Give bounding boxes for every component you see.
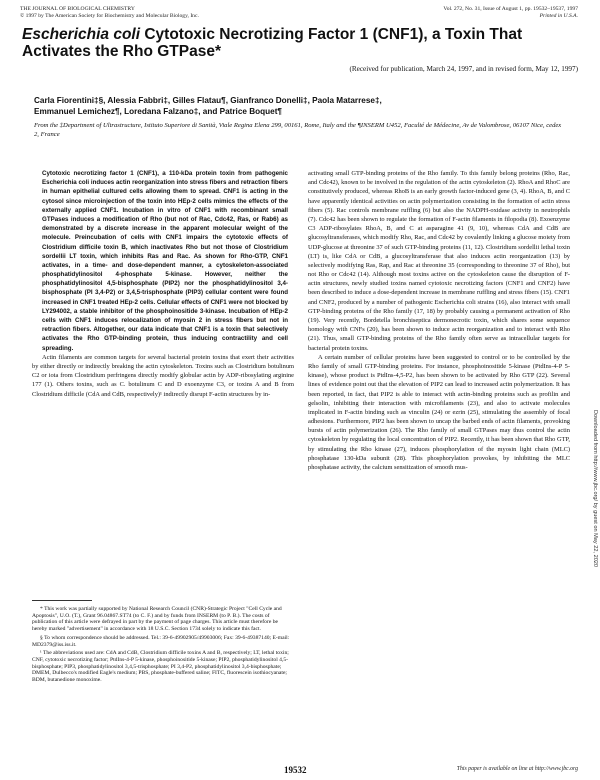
body-paragraph-1: activating small GTP-binding proteins of the Rho family. To this family belong proteins (Rho, Rac, and Cdc42), known to be involved in the regulation of the actin cytoskeleton (2). RhoA and RhoC are constitutively produced, whereas RhoB is an early growth factor-induced gene (3, 4). RhoA, B, and C have apparently identical activities on actin polymerization consisting in the formation of actin stress fibers (5). Rac controls membrane ruffling (6) but also the NADPH-oxidase activity in neutrophils (7). Cdc42 has been shown to regulate the formation of F-actin filaments in filopodia (8). Exoenzyme C3 ADP-ribosylates RhoA, B, and C at asparagine 41 (9, 10), whereas CdA and CdB are glucosyltransferases, which modify Rho, Rac, and Cdc42 by covalently linking a glucose moiety from UDP-glucose at threonine 37 of such GTP-binding proteins (11, 12). Clostridium sordellii lethal toxin (LT) is, like CdA or CdB, a glucosyltransferase that also induces actin reorganization (13) by selectively modifying Ras, Rap, and Rac at threonine 35 (corresponding to threonine 37 of Rho), but not Rho or Cdc42 (14). Although most toxins active on the cytoskeleton cause the disruption of F-actin structures, newly studied toxins named cytotoxic necrotizing factors (CNF1 and CNF2) have been described to induce a dose-dependent increase in membrane ruffling and stress fibers (15). CNF1 and CNF2, produced by a number of pathogenic Escherichia coli strains (16), also interact with small GTP-binding proteins of the Rho family (17, 18) by probably causing a permanent activation of Rho (19). Very recently, Bordetella bronchiseptica dermonecrotic toxin, which shares some sequence homology with CNFs (20), has been shown to induce actin reorganization and to interact with Rho (21). Thus, small GTP-binding proteins of the Rho family often serve as intracellular targets for bacterial protein toxins. xyxy=(308,170,570,352)
authors-line-2: Emmanuel Lemichez¶, Loredana Falzano‡, and Patrice Boquet¶ xyxy=(34,107,282,116)
download-note: Downloaded from http://www.jbc.org/ by guest on May 22, 2020 xyxy=(592,410,598,568)
abstract: Cytotoxic necrotizing factor 1 (CNF1), a 110-kDa protein toxin from pathogenic Escherichia coli induces actin reorganization into stress fibers and retraction fibers in human epithelial cultured cells allowing them to spread. CNF1 is acting in the cytosol since microinjection of the toxin into HEp-2 cells mimics the effects of the externally applied CNF1. Incubation in vitro of CNF1 with recombinant small GTPases induces a modification of Rho (but not of Rac, Cdc42, Ras, or Rab6) as demonstrated by a discrete increase in the apparent molecular weight of the molecule. Preincubation of cells with CNF1 impairs the cytotoxic effects of Clostridium difficile toxin B, which inactivates Rho but not those of Clostridium sordellii LT toxin, which inhibits Ras and Rac. As shown for Rho-GTP, CNF1 activates, in a time- and dose-dependent manner, a cytoskeleton-associated phosphatidylinositol 4-phosphate 5-kinase. However, neither the phosphatidylinositol 4,5-bisphosphate (PIP2) nor the phosphatidylinositol 3,4-bisphosphate (PI 3,4-P2) or 3,4,5-trisphosphate (PIP3) cellular content were found increased in CNF1 treated HEp-2 cells. Cellular effects of CNF1 were not blocked by LY294002, a stable inhibitor of the phosphoinositide 3-kinase. Incubation of HEp-2 cells with CNF1 induces relocalization of myosin 2 in stress fibers but not in retraction fibers. Altogether, our data indicate that CNF1 is a toxin that selectively activates the Rho GTP-binding protein, thus inducing contractility and cell spreading. xyxy=(42,170,288,352)
right-column xyxy=(308,169,570,472)
title-italic: Escherichia coli xyxy=(22,26,141,43)
authors-line-1: Carla Fiorentini‡§, Alessia Fabbri‡, Gilles Flatau¶, Gianfranco Donelli‡, Paola Matarrese‡, xyxy=(34,96,382,105)
intro-paragraph: Actin filaments are common targets for several bacterial protein toxins that exert their activities by either directly or indirectly breaking the actin cytoskeleton. Toxins such as Clostridium botulinum C2 or iota from Clostridium perfringens directly modify globular actin by ADP-ribosylating arginine 177 (1). Others toxins, such as C. botulinum C and D exoenzyme C3, or toxins A and B from Clostridium difficile (CdA and CdB, respectively)¹ indirectly disrupt F-actin structures by in- xyxy=(32,353,294,398)
body-paragraph-2: A certain number of cellular proteins have been suggested to control or to be controlled by the Rho family of small GTP-binding proteins. For instance, phosphoinositide 5-kinase (PtdIns-4-P 5-kinase), whose product is PtdIns-4,5-P2, has been shown to be activated by Rho GTP (22). Several lines of evidence point out that the elevation of PIP2 can lead to increased actin polymerization. It has been reported, in fact, that PIP2 is able to interact with actin-binding proteins such as profilin and gelsolin, inhibiting their interaction with microfilaments (23), and also to activate molecules implicated in F-actin binding such as vinculin (24) or ezrin (25), stimulating the assembly of focal adhesions. Furthermore, PIP2 has been shown to uncap the barbed ends of actin filaments, provoking bursts of actin polymerization (26). The Rho family of small GTPases may thus control the actin cytoskeleton by regulating the local concentration of PIP2. Recently, it has been shown that Rho GTP, by stimulating the Rho kinase (27), induces phosphorylation of the myosin light chain (MLC) phosphatase 130-kDa subunit (28). This phosphorylation provokes, by inhibiting the MLC phosphatase activity, the calcium sensitization of smooth mus- xyxy=(308,353,570,471)
affiliation: From the ‡Department of Ultrastructure, Istituto Superiore di Sanità, Viale Regina Elena 299, 00161, Rome, Italy and the ¶INSERM U452, Faculté de Médecine, Av de Valombrose, 06107 Nice, cedex 2, France xyxy=(34,122,562,138)
footnote-abbreviations: ¹ The abbreviations used are: CdA and CdB, Clostridium difficile toxins A and B, respectively; LT, lethal toxin; CNF, cytotoxic necrotizing factor; PtdIns-4-P 5-kinase, phosphoinositide 5-kinase; PIP2, phosphatidylinositol 4,5-bisphosphate; PIP3, phosphatidylinositol 3,4,5-trisphosphate; PI 3,4-P2, phosphatidylinositol 3,4-bisphosphate; DMEM, Dulbecco's modified Eagle's medium; PBS, phosphate-buffered saline; FITC, fluorescein isothiocyanate; BDM, butanedione monoxime. xyxy=(32,650,289,684)
journal-header xyxy=(20,6,199,19)
received-dates: (Received for publication, March 24, 1997, and in revised form, May 12, 1997) xyxy=(349,65,578,73)
issue-header xyxy=(443,6,578,19)
article-title xyxy=(22,26,562,60)
journal-name: THE JOURNAL OF BIOLOGICAL CHEMISTRY xyxy=(20,6,135,12)
left-column xyxy=(32,169,294,399)
footnote-rule xyxy=(32,600,92,601)
volume-info: Vol. 272, No. 31, Issue of August 1, pp. 19532–19537, 1997 xyxy=(443,6,578,12)
printed-in: Printed in U.S.A. xyxy=(539,12,578,19)
footnote-correspondence: § To whom correspondence should be addressed. Tel.: 39-6-49902905/49903006; Fax: 39-6-49387140; E-mail: MD2379@iss.iss.it. xyxy=(32,634,290,648)
footnote-funding: * This work was partially supported by National Research Council (CNR)-Strategic Project "Cell Cycle and Apoptosis", U.O. (T.), Grant 96.04867.ST74 (to C. F.) and by funds from INSERM (to P. B.). The costs of publication of this article were defrayed in part by the payment of page charges. This article must therefore be hereby marked "advertisement" in accordance with 18 U.S.C. Section 1734 solely to indicate this fact. xyxy=(32,606,282,633)
author-list xyxy=(34,95,574,117)
footnotes xyxy=(32,600,294,686)
page-number: 19532 xyxy=(284,765,307,775)
title-rest: Cytotoxic Necrotizing Factor 1 (CNF1), a Toxin That Activates the Rho GTPase* xyxy=(22,26,523,60)
copyright: © 1997 by The American Society for Biochemistry and Molecular Biology, Inc. xyxy=(20,12,199,19)
page-footer: This paper is available on line at http://www.jbc.org xyxy=(456,766,578,772)
